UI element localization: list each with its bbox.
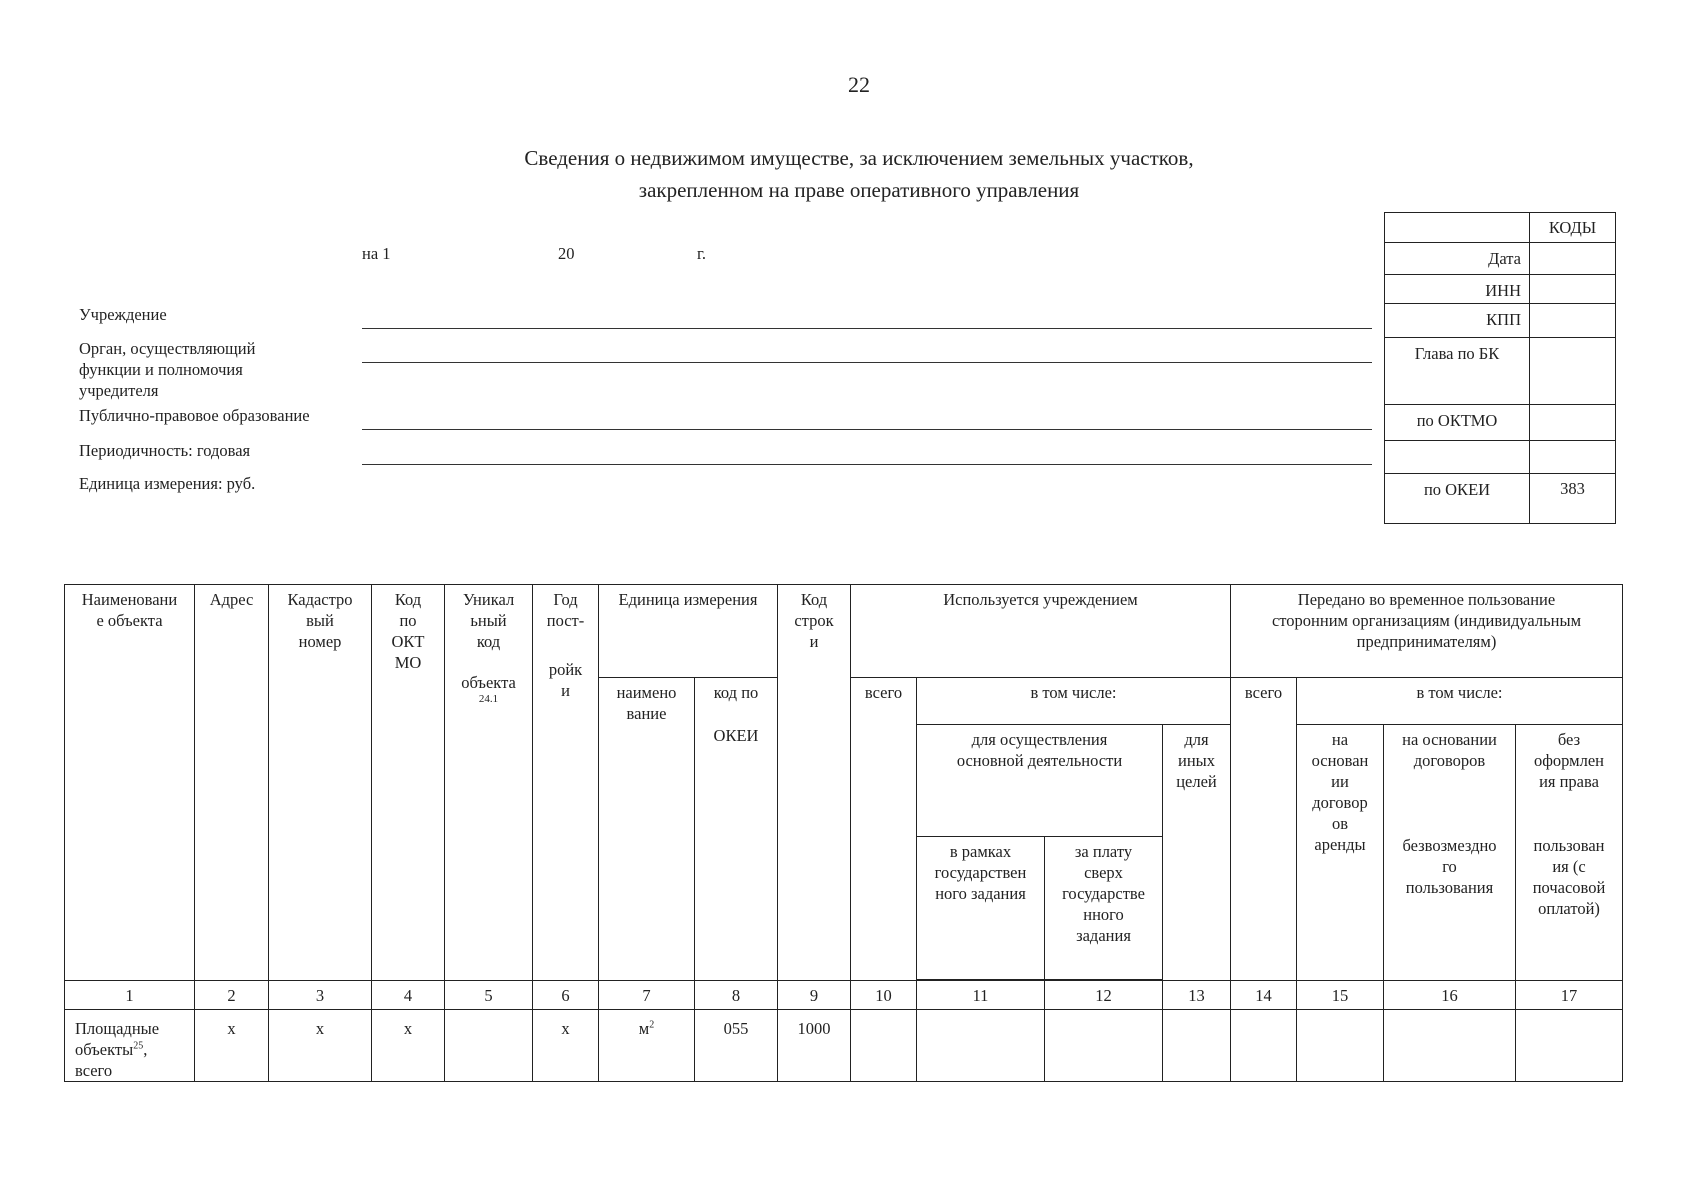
col-number: 9 xyxy=(778,981,851,1010)
col-number: 12 xyxy=(1045,981,1163,1010)
header-state-task: в рамках государствен ного задания xyxy=(917,837,1045,980)
row-used-total[interactable] xyxy=(851,1010,917,1082)
row-line-code: 1000 xyxy=(778,1010,851,1082)
periodicity-field-line[interactable] xyxy=(362,464,1372,465)
footnote-ref-24-1: 24.1 xyxy=(478,693,499,705)
header-unique-code: Уникал ьный код объекта 24.1 xyxy=(445,585,533,981)
col-number: 17 xyxy=(1516,981,1623,1010)
row-address[interactable]: x xyxy=(195,1010,269,1082)
codes-oktmo-label: по ОКТМО xyxy=(1385,405,1530,441)
row-lease[interactable] xyxy=(1297,1010,1384,1082)
col-number: 15 xyxy=(1297,981,1384,1010)
codes-kpp-value[interactable] xyxy=(1530,304,1616,338)
founder-label-line-2: функции и полномочия xyxy=(79,360,243,379)
date-year-suffix: г. xyxy=(697,244,707,263)
column-number-row xyxy=(65,981,1623,1010)
table-row xyxy=(65,1010,1623,1082)
header-used-by-institution: Используется учреждением xyxy=(851,585,1231,678)
public-entity-field-line[interactable] xyxy=(362,429,1372,430)
row-unique-code[interactable] xyxy=(445,1010,533,1082)
header-unit-name: наимено вание xyxy=(599,678,695,981)
header-no-documentation: без оформлен ия права пользован ия (с почасовой оплатой) xyxy=(1516,725,1623,981)
document-title-line-1: Сведения о недвижимом имуществе, за исключением земельных участков, xyxy=(524,146,1194,170)
col-number: 10 xyxy=(851,981,917,1010)
codes-inn-value[interactable] xyxy=(1530,275,1616,304)
codes-glava-bk-value[interactable] xyxy=(1530,338,1616,405)
codes-glava-bk-label: Глава по БК xyxy=(1385,338,1530,405)
codes-kpp-label: КПП xyxy=(1385,304,1530,338)
unit-label: Единица измерения: руб. xyxy=(79,474,256,493)
header-okei-code: код по ОКЕИ xyxy=(695,678,778,981)
row-object-name: Площадные объекты$^{25}$, всего xyxy=(65,1010,195,1082)
col-number: 2 xyxy=(195,981,269,1010)
col-number: 7 xyxy=(599,981,695,1010)
col-number: 8 xyxy=(695,981,778,1010)
codes-corner-cell xyxy=(1385,213,1530,243)
codes-header: КОДЫ xyxy=(1530,213,1616,243)
founder-label-line-1: Орган, осуществляющий xyxy=(79,339,256,358)
header-oktmo-code: Код по ОКТ МО xyxy=(372,585,445,981)
col-number: 16 xyxy=(1384,981,1516,1010)
document-title-line-2: закрепленном на праве оперативного управления xyxy=(638,178,1080,202)
row-oktmo-code[interactable]: x xyxy=(372,1010,445,1082)
header-other-purposes: для иных целей xyxy=(1163,725,1231,981)
date-prefix: на 1 xyxy=(362,244,391,263)
header-transferred-total: всего xyxy=(1231,678,1297,981)
header-line-code: Код строк и xyxy=(778,585,851,981)
header-construction-year: Год пост- ройк и xyxy=(533,585,599,981)
codes-blank-value[interactable] xyxy=(1530,441,1616,474)
codes-oktmo-value[interactable] xyxy=(1530,405,1616,441)
codes-date-label: Дата xyxy=(1385,243,1530,275)
row-cadastral-number[interactable]: x xyxy=(269,1010,372,1082)
col-number: 5 xyxy=(445,981,533,1010)
col-number: 4 xyxy=(372,981,445,1010)
col-number: 3 xyxy=(269,981,372,1010)
header-main-activity: для осуществления основной деятельности xyxy=(917,725,1163,837)
header-free-use: на основании договоров безвозмездно го пользования xyxy=(1384,725,1516,981)
col-number: 1 xyxy=(65,981,195,1010)
header-used-total: всего xyxy=(851,678,917,981)
codes-okei-label: по ОКЕИ xyxy=(1385,474,1530,524)
public-entity-label: Публично-правовое образование xyxy=(79,406,310,425)
header-transferred-including: в том числе: xyxy=(1297,678,1623,725)
header-cadastral-number: Кадастро вый номер xyxy=(269,585,372,981)
founder-label-line-3: учредителя xyxy=(79,381,159,400)
header-unit-of-measure: Единица измерения xyxy=(599,585,778,678)
col-number: 13 xyxy=(1163,981,1231,1010)
row-no-documentation[interactable] xyxy=(1516,1010,1623,1082)
property-table xyxy=(64,584,1623,1082)
row-construction-year[interactable]: x xyxy=(533,1010,599,1082)
header-lease: на основан ии договор ов аренды xyxy=(1297,725,1384,981)
codes-blank-label xyxy=(1385,441,1530,474)
header-address: Адрес xyxy=(195,585,269,981)
row-other-purposes[interactable] xyxy=(1163,1010,1231,1082)
header-over-state-task: за плату сверх государстве нного задания xyxy=(1045,837,1163,980)
header-used-including: в том числе: xyxy=(917,678,1231,725)
header-transferred: Передано во временное пользование сторонним организациям (индивидуальным предпринимателям) xyxy=(1231,585,1623,678)
col-number: 6 xyxy=(533,981,599,1010)
row-over-state-task[interactable] xyxy=(1045,1010,1163,1082)
codes-table xyxy=(1384,212,1616,524)
page-number: 22 xyxy=(848,72,870,97)
founder-field-line[interactable] xyxy=(362,362,1372,363)
date-year-prefix: 20 xyxy=(558,244,575,263)
codes-inn-label: ИНН xyxy=(1385,275,1530,304)
col-number: 14 xyxy=(1231,981,1297,1010)
codes-date-value[interactable] xyxy=(1530,243,1616,275)
institution-label: Учреждение xyxy=(79,305,167,324)
header-object-name: Наименовани е объекта xyxy=(65,585,195,981)
institution-field-line[interactable] xyxy=(362,328,1372,329)
row-okei-code: 055 xyxy=(695,1010,778,1082)
codes-okei-value: 383 xyxy=(1530,474,1616,524)
col-number: 11 xyxy=(917,981,1045,1010)
row-unit-name: $м^2$ xyxy=(599,1010,695,1082)
periodicity-label: Периодичность: годовая xyxy=(79,441,251,460)
row-transferred-total[interactable] xyxy=(1231,1010,1297,1082)
row-free-use[interactable] xyxy=(1384,1010,1516,1082)
row-state-task[interactable] xyxy=(917,1010,1045,1082)
